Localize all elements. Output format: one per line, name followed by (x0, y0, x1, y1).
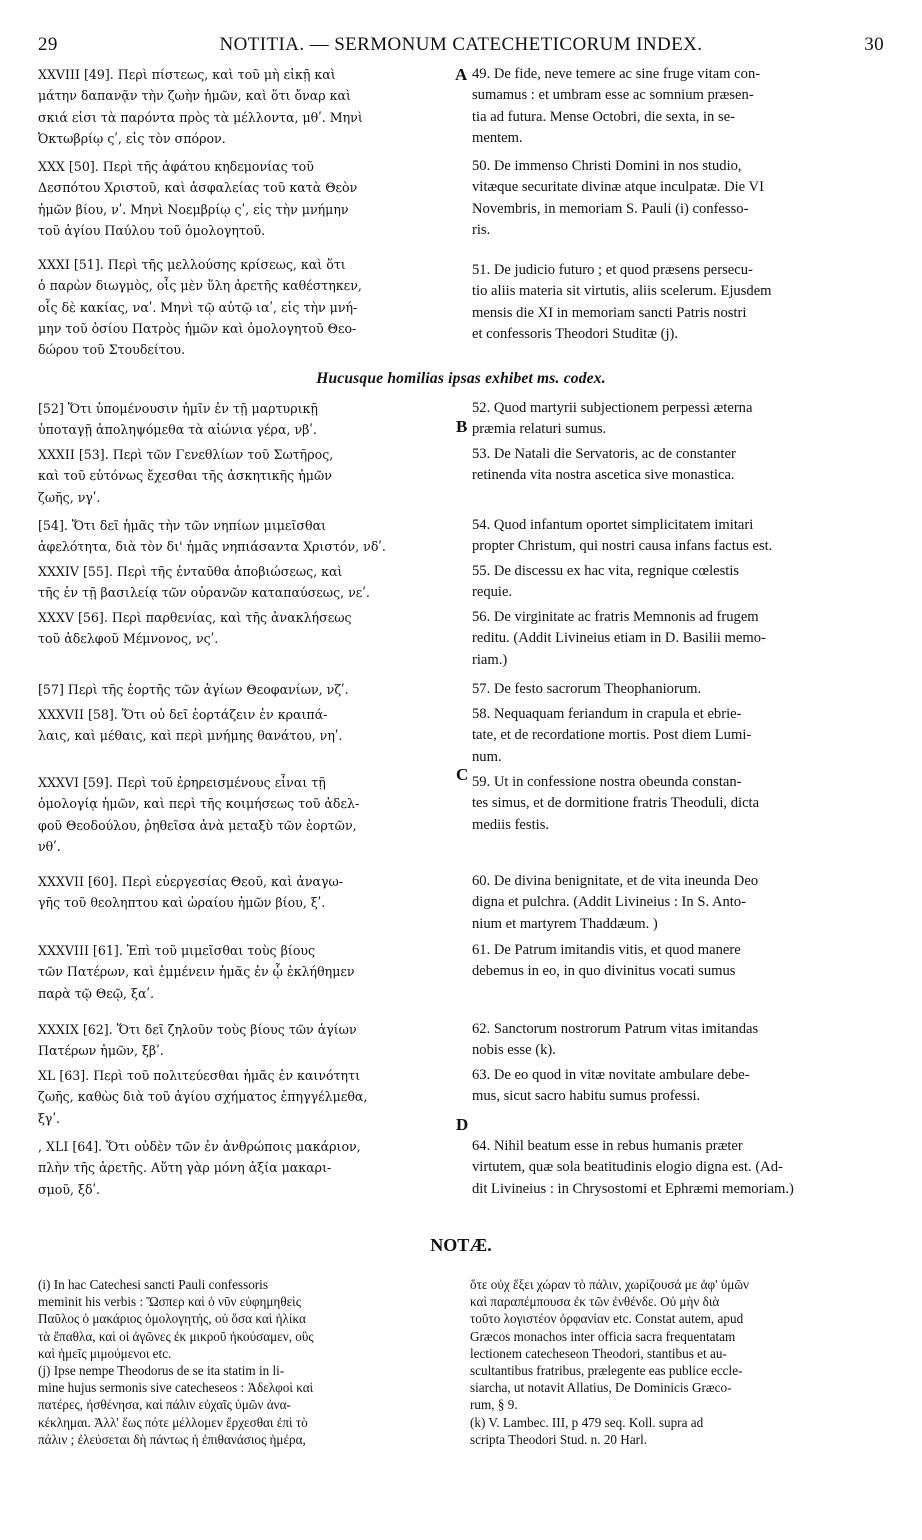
footnotes-left: (i) In hac Catechesi sancti Pauli confessoris meminit his verbis : Ὥσπερ καὶ ὁ νῦν εὐφημηθεὶς Παῦλος ὁ μακάριος ὁμολογητής, οὐ ὅσα καὶ ἡλίκα τὰ ἔπαθλα, καὶ οἱ ἀγῶνες ἐκ μικροῦ ἠκούσαμεν, οὓς καὶ ἡμεῖς μιμούμενοι etc. (j) Ipse nempe Theodorus de se ita statim in li- mine hujus sermonis sive catecheseos : Ἀδελφοὶ καὶ πατέρες, ἠσθένησα, καὶ πάλιν εὐχαῖς ὑμῶν ἀνα- κέκλημαι. Ἀλλ' ἕως πότε μέλλομεν ἔρχεσθαι ἐπὶ τὸ πάλιν ; ἐλεύσεται δὴ πάντως ἡ ἐπιθανάσιος ἡμέρα, (38, 1277, 314, 1447)
latin-entry-60: 60. De divina benignitate, et de vita ineunda Deo digna et pulchra. (Addit Livineius : In S. Anto- nium et martyrem Thaddæum. ) (472, 873, 759, 932)
latin-entry-51: 51. De judicio futuro ; et quod præsens persecu- tio aliis materia sit virtutis, aliis scelerum. Ejusdem mensis die XI in memoriam sancti Patris nostri et confessoris Theodori Studitæ (j). (472, 262, 772, 342)
greek-entry-54: [54]. Ὅτι δεῖ ἡμᾶς τὴν τῶν νηπίων μιμεῖσθαι ἀφελότητα, διὰ τὸν δι' ἡμᾶς νηπιάσαντα Χριστόν, νδʹ. (38, 518, 386, 555)
footnotes-right: ὅτε οὐχ ἕξει χώραν τὸ πάλιν, χωρίζουσά με ἀφ' ὑμῶν καὶ παραπέμπουσα ἐκ τῶν ἐνθένδε. Οὐ μὴν διὰ τοῦτο λογιστέον ὀρφανίαν etc. Constat autem, apud Græcos monachos inter officia sacra frequentatam lectionem catecheseon Theodori, stantibus et au- scultantibus fratribus, prælegente eas publice eccle- siarcha, ut notavit Allatius, De Dominicis Græco- rum, § 9. (k) V. Lambec. III, p 479 seq. Koll. supra ad scripta Theodori Stud. n. 20 Harl. (470, 1277, 750, 1447)
page-number-right: 30 (864, 34, 884, 55)
greek-entry-59: XXXVI [59]. Περὶ τοῦ ἐρηρεισμένους εἶναι τῇ ὁμολογίᾳ ἡμῶν, καὶ περὶ τῆς κοιμήσεως τοῦ ἀδελ- φοῦ Θεοδούλου, ῥηθεῖσα ἀνὰ μεταξὺ τῶν ἑορτῶν, νθʹ. (38, 775, 360, 854)
latin-entry-64: 64. Nihil beatum esse in rebus humanis præter virtutem, quæ sola beatitudinis elogio digna est. (Ad- dit Livineius : in Chrysostomi et Ephræmi memoriam.) (472, 1138, 794, 1197)
notae-heading: NOTÆ. (430, 1235, 492, 1255)
greek-entry-51: XXXI [51]. Περὶ τῆς μελλούσης κρίσεως, καὶ ὅτι ὁ παρὼν διωγμὸς, οἷς μὲν ὕλη ἀρετῆς καθέστηκεν, οἷς δὲ κακίας, ναʹ. Μηνὶ τῷ αὐτῷ ιαʹ, εἰς τὴν μνή- μην τοῦ ὁσίου Πατρὸς ἡμῶν καὶ ὁμολογητοῦ Θεο- δώρου τοῦ Στουδείτου. (38, 257, 362, 358)
greek-entry-56: XXXV [56]. Περὶ παρθενίας, καὶ τῆς ἀνακλήσεως τοῦ ἀδελφοῦ Μέμνονος, νςʹ. (38, 610, 352, 647)
latin-entry-57: 57. De festo sacrorum Theophaniorum. (472, 681, 702, 697)
margin-marker-c: C (456, 765, 469, 784)
greek-entry-57: [57] Περὶ τῆς ἑορτῆς τῶν ἁγίων Θεοφανίων, νζʹ. (38, 682, 349, 697)
latin-entry-59: 59. Ut in confessione nostra obeunda constan- tes simus, et de dormitione fratris Theoduli, dicta mediis festis. (472, 774, 760, 833)
running-header (38, 34, 884, 64)
greek-entry-64: , XLI [64]. Ὅτι οὐδὲν τῶν ἐν ἀνθρώποις μακάριον, πλὴν τῆς ἀρετῆς. Αὕτη γὰρ μόνη ἀξία μακαρι- σμοῦ, ξδʹ. (38, 1139, 361, 1197)
greek-entry-60: XXXVII [60]. Περὶ εὐεργεσίας Θεοῦ, καὶ ἀναγω- γῆς τοῦ θεοληπτου καὶ ὡραίου ἡμῶν βίου, ξʹ. (38, 874, 344, 911)
latin-entry-50: 50. De immenso Christi Domini in nos studio, vitæque securitate divinæ atque inculpatæ. Die VI Novembris, in memoriam S. Pauli (i) confesso- ris. (472, 158, 764, 238)
greek-entry-53: XXXII [53]. Περὶ τῶν Γενεθλίων τοῦ Σωτῆρος, καὶ τοῦ εὐτόνως ἔχεσθαι τῆς ἀσκητικῆς ἡμῶν ζωῆς, νγʹ. (38, 447, 334, 505)
margin-marker-d: D (456, 1115, 469, 1134)
greek-entry-62: XXXIX [62]. Ὅτι δεῖ ζηλοῦν τοὺς βίους τῶν ἁγίων Πατέρων ἡμῶν, ξβʹ. (38, 1022, 357, 1059)
margin-marker-a: A (455, 65, 468, 84)
page-number-left: 29 (38, 34, 58, 55)
greek-entry-63: XL [63]. Περὶ τοῦ πολιτεύεσθαι ἡμᾶς ἐν καινότητι ζωῆς, καθὼς διὰ τοῦ ἁγίου σχήματος ἐπηγγέλμεθα, ξγʹ. (38, 1068, 368, 1126)
latin-entry-49: 49. De fide, neve temere ac sine fruge vitam con- sumamus : et umbram esse ac somnium præsen- tia ad futura. Mense Octobri, die sexta, in se- mentem. (472, 66, 761, 146)
latin-entry-54: 54. Quod infantum oportet simplicitatem imitari propter Christum, qui nostri causa infans factus est. (472, 517, 773, 555)
margin-marker-b: B (456, 417, 468, 436)
latin-entry-52: 52. Quod martyrii subjectionem perpessi æterna præmia relaturi sumus. (472, 400, 753, 438)
latin-entry-61: 61. De Patrum imitandis vitis, et quod manere debemus in eo, in quo divinitus vocati sumus (472, 942, 741, 980)
latin-entry-53: 53. De Natali die Servatoris, ac de constanter retinenda vita nostra ascetica sive monastica. (472, 446, 736, 484)
latin-entry-62: 62. Sanctorum nostrorum Patrum vitas imitandas nobis esse (k). (472, 1021, 759, 1059)
greek-entry-55: XXXIV [55]. Περὶ τῆς ἐνταῦθα ἀποβιώσεως, καὶ τῆς ἐν τῇ βασιλείᾳ τῶν οὐρανῶν καταπαύσεως, νεʹ. (38, 564, 370, 601)
greek-entry-49: XXVIII [49]. Περὶ πίστεως, καὶ τοῦ μὴ εἰκῇ καὶ μάτην δαπανᾷν τὴν ζωὴν ἡμῶν, καὶ ὅτι ὄναρ καὶ σκιά εἰσι τὰ παρόντα πρὸς τὰ μέλλοντα, μθʹ. Μηνὶ Ὀκτωβρίῳ ςʹ, εἰς τὸν σπόρον. (38, 67, 363, 146)
greek-entry-52: [52] Ὅτι ὑπομένουσιν ἡμῖν ἐν τῇ μαρτυρικῇ ὑποταγῇ ἀποληψόμεθα τὰ αἰώνια γέρα, νβʹ. (38, 401, 318, 438)
codex-remark: Hucusque homilias ipsas exhibet ms. codex. (316, 370, 606, 387)
greek-entry-61: XXXVIII [61]. Ἐπὶ τοῦ μιμεῖσθαι τοὺς βίους τῶν Πατέρων, καὶ ἐμμένειν ἡμᾶς ἐν ᾧ ἐκλήθημεν παρὰ τῷ Θεῷ, ξαʹ. (38, 943, 355, 1001)
latin-entry-55: 55. De discessu ex hac vita, regnique cœlestis requie. (472, 563, 740, 601)
greek-entry-50: XXX [50]. Περὶ τῆς ἀφάτου κηδεμονίας τοῦ Δεσπότου Χριστοῦ, καὶ ἀσφαλείας τοῦ κατὰ Θεὸν ἡμῶν βίου, νʹ. Μηνὶ Νοεμβρίῳ ςʹ, εἰς τὴν μνήμην τοῦ ἁγίου Παύλου τοῦ ὁμολογητοῦ. (38, 159, 358, 238)
latin-entry-56: 56. De virginitate ac fratris Memnonis ad frugem reditu. (Addit Livineius etiam in D. Basilii memo- riam.) (472, 609, 766, 668)
latin-entry-63: 63. De eo quod in vitæ novitate ambulare debe- mus, sicut sacro habitu sumus professi. (472, 1067, 750, 1105)
header-title: NOTITIA. — SERMONUM CATECHETICORUM INDEX. (219, 34, 703, 55)
greek-entry-58: XXXVII [58]. Ὅτι οὐ δεῖ ἑορτάζειν ἐν κραιπά- λαις, καὶ μέθαις, καὶ περὶ μνήμης θανάτου, νηʹ. (38, 707, 343, 744)
latin-entry-58: 58. Nequaquam feriandum in crapula et ebrie- tate, et de recordatione mortis. Post diem Lumi- num. (472, 706, 752, 765)
